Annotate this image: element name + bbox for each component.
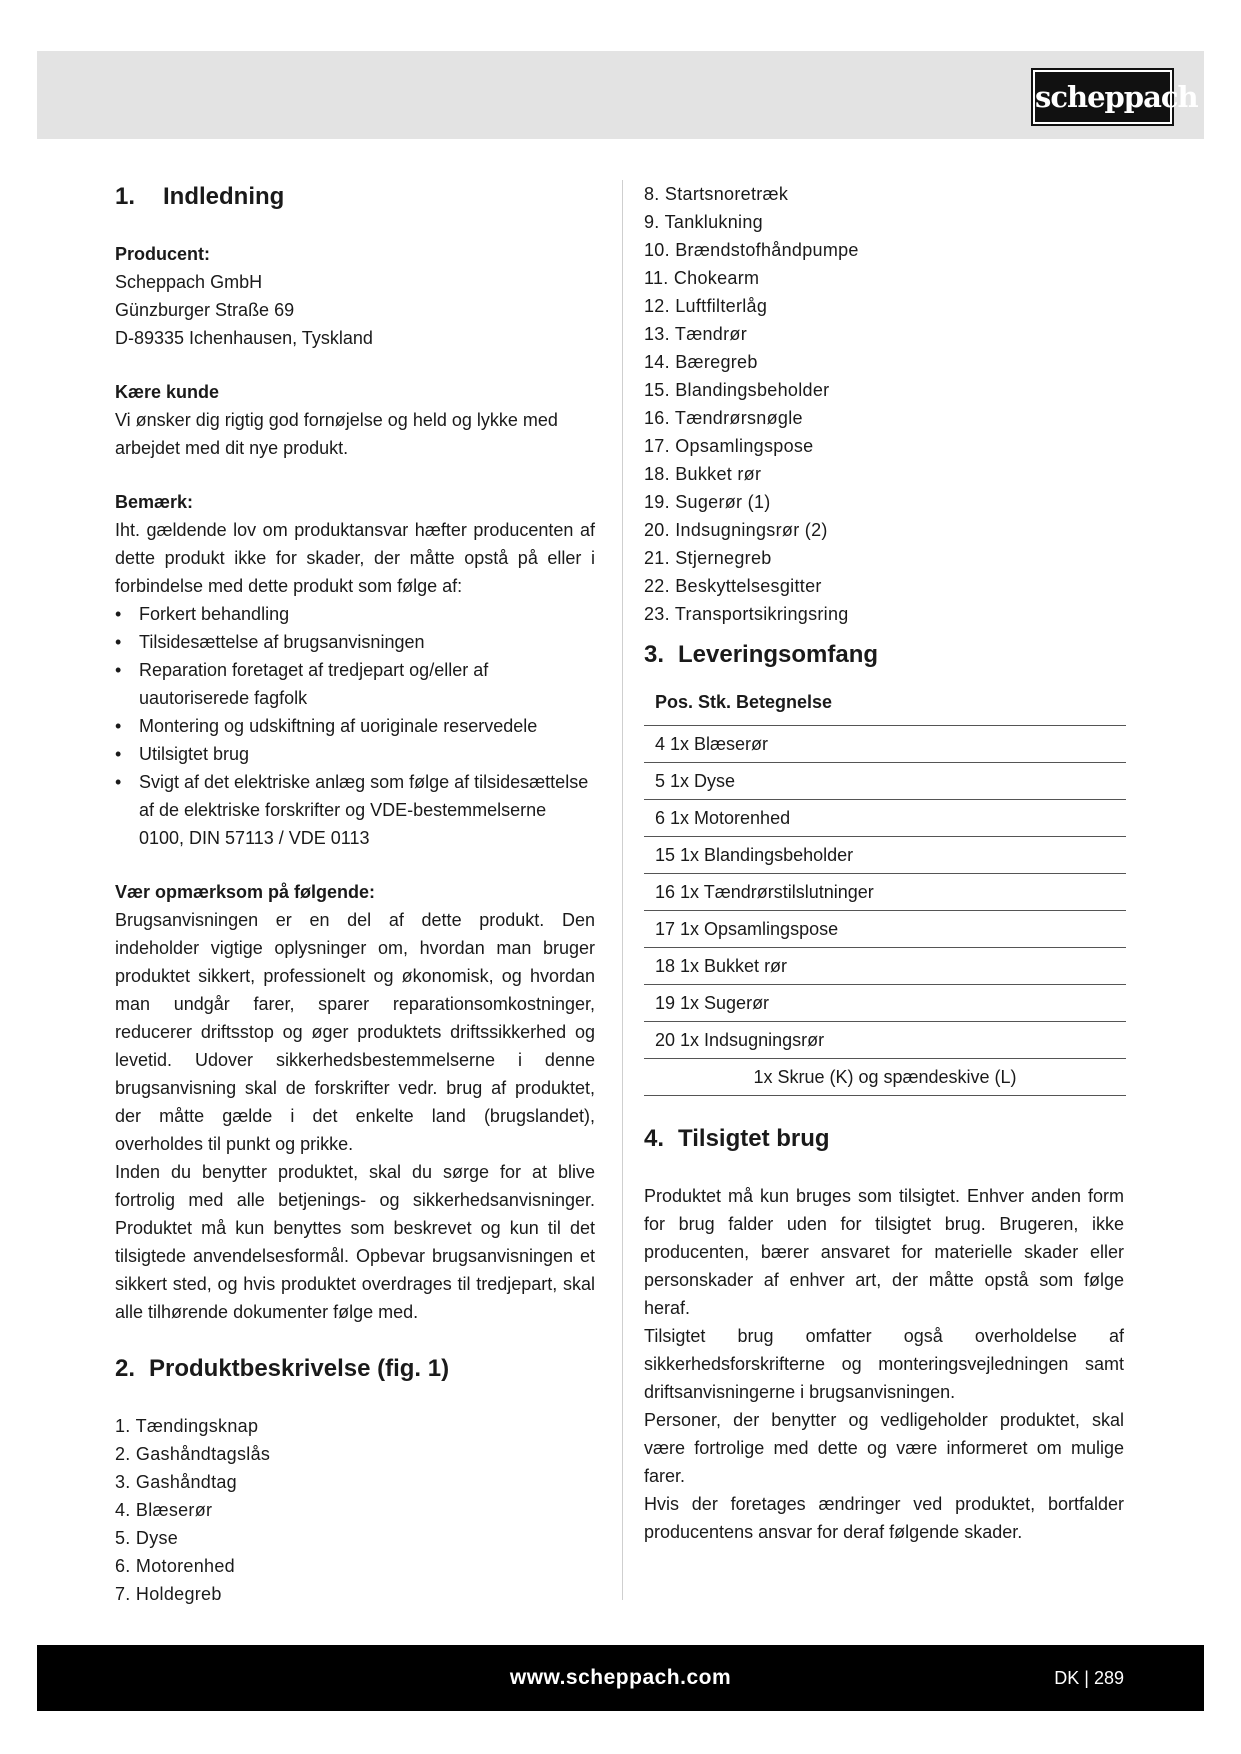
part-item: 2. Gashåndtagslås — [115, 1444, 271, 1464]
part-item: 15. Blandingsbeholder — [644, 380, 830, 400]
bullet-item: • Reparation foretaget af tredjepart og/eller af uautoriserede fagfolk — [115, 656, 595, 712]
right-column — [644, 180, 1124, 1546]
bullet-item: • Forkert behandling — [115, 600, 595, 628]
table-cell: 15 1x Blandingsbeholder — [644, 837, 1126, 874]
producer-line: D-89335 Ichenhausen, Tyskland — [115, 328, 373, 348]
table-row — [644, 948, 1126, 985]
footer-bar — [37, 1645, 1204, 1711]
producer-heading: Producent: — [115, 244, 211, 264]
table-row — [644, 911, 1126, 948]
part-item: 1. Tændingsknap — [115, 1416, 259, 1436]
part-item: 12. Luftfilterlåg — [644, 296, 768, 316]
brand-logo: scheppach — [1033, 70, 1172, 124]
section-2-heading — [115, 1352, 595, 1386]
column-divider — [622, 180, 623, 1600]
part-item: 8. Startsnoretræk — [644, 184, 789, 204]
part-item: 4. Blæserør — [115, 1500, 213, 1520]
footer-url: www.scheppach.com — [509, 1666, 732, 1689]
part-item: 21. Stjernegreb — [644, 548, 772, 568]
table-row — [644, 985, 1126, 1022]
table-cell: 6 1x Motorenhed — [644, 800, 1126, 837]
table-row — [644, 800, 1126, 837]
intended-use-paragraph: Personer, der benytter og vedligeholder produktet, skal være fortrolige med dette og være informeret om mulige farer. — [644, 1410, 1124, 1486]
attention-heading: Vær opmærksom på følgende: — [115, 882, 376, 902]
delivery-scope-table — [644, 682, 1126, 1096]
section-3-title: Leveringsomfang — [678, 641, 879, 668]
table-cell: 1x Skrue (K) og spændeskive (L) — [644, 1059, 1126, 1096]
table-cell: 19 1x Sugerør — [644, 985, 1126, 1022]
section-1-title: Indledning — [163, 183, 285, 210]
section-2-number: 2. — [115, 1355, 136, 1382]
part-item: 14. Bæregreb — [644, 352, 758, 372]
part-item: 20. Indsugningsrør (2) — [644, 520, 828, 540]
part-item: 22. Beskyttelsesgitter — [644, 576, 822, 596]
section-3-heading — [644, 638, 1124, 672]
table-cell: 5 1x Dyse — [644, 763, 1126, 800]
part-item: 11. Chokearm — [644, 268, 760, 288]
table-cell: 20 1x Indsugningsrør — [644, 1022, 1126, 1059]
table-row — [644, 837, 1126, 874]
part-item: 16. Tændrørsnøgle — [644, 408, 803, 428]
attention-paragraph: Brugsanvisningen er en del af dette produkt. Den indeholder vigtige oplysninger om, hvordan man bruger produktet sikkert, professionelt og økonomisk, og hvordan man undgår farer, sparer reparationsomkostninger, reducerer driftsstop og øger produktets driftssikkerhed og levetid. Udover sikkerhedsbestemmelserne i denne brugsanvisning skal de forskrifter vedr. brug af produktet, der måtte gælde i det enkelte land (brugslandet), overholdes til punkt og prikke. — [115, 910, 595, 1154]
part-item: 19. Sugerør (1) — [644, 492, 771, 512]
section-1-number: 1. — [115, 183, 136, 210]
part-item: 6. Motorenhed — [115, 1556, 235, 1576]
section-2-title: Produktbeskrivelse (fig. 1) — [149, 1355, 450, 1382]
bullet-item: • Tilsidesættelse af brugsanvisningen — [115, 628, 595, 656]
dear-customer-heading: Kære kunde — [115, 382, 220, 402]
part-item: 9. Tanklukning — [644, 212, 763, 232]
producer-line: Günzburger Straße 69 — [115, 300, 295, 320]
attention-paragraph: Inden du benytter produktet, skal du sørge for at blive fortrolig med alle betjenings- og sikkerhedsanvisninger. Produktet må kun benyttes som beskrevet og kun til det tilsigtede anvendelsesformål. Opbevar brugsanvisningen et sikkert sted, og hvis produktet overdrages til tredjepart, skal alle tilhørende dokumenter følge med. — [115, 1162, 595, 1322]
page-number: DK | 289 — [1054, 1668, 1124, 1688]
section-1-heading — [115, 180, 595, 214]
part-item: 18. Bukket rør — [644, 464, 762, 484]
header-band — [37, 51, 1204, 139]
intended-use-paragraph: Tilsigtet brug omfatter også overholdelse af sikkerhedsforskrifterne og monteringsvejledningen samt driftsanvisningerne i brugsanvisningen. — [644, 1326, 1124, 1402]
table-cell: 18 1x Bukket rør — [644, 948, 1126, 985]
bullet-item: • Utilsigtet brug — [115, 740, 595, 768]
table-cell: 4 1x Blæserør — [644, 726, 1126, 763]
table-row — [644, 1022, 1126, 1059]
product-parts-list-continued — [644, 180, 1124, 628]
section-4-number: 4. — [644, 1125, 665, 1152]
table-row — [644, 726, 1126, 763]
dear-customer-text: Vi ønsker dig rigtig god fornøjelse og held og lykke med arbejdet med dit nye produkt. — [115, 410, 558, 458]
section-4-heading — [644, 1122, 1124, 1156]
table-header: Pos. Stk. Betegnelse — [644, 682, 1126, 726]
part-item: 3. Gashåndtag — [115, 1472, 237, 1492]
product-parts-list — [115, 1412, 595, 1608]
left-column — [115, 180, 595, 1608]
section-4-title: Tilsigtet brug — [678, 1125, 830, 1152]
note-text: Iht. gældende lov om produktansvar hæfter producenten af dette produkt ikke for skader, der måtte opstå på eller i forbindelse med dette produkt som følge af: — [115, 520, 595, 596]
part-item: 10. Brændstofhåndpumpe — [644, 240, 859, 260]
part-item: 7. Holdegreb — [115, 1584, 222, 1604]
part-item: 23. Transportsikringsring — [644, 604, 849, 624]
table-cell: 16 1x Tændrørstilslutninger — [644, 874, 1126, 911]
section-3-number: 3. — [644, 641, 665, 668]
note-heading: Bemærk: — [115, 492, 194, 512]
intended-use-paragraph: Hvis der foretages ændringer ved produktet, bortfalder producentens ansvar for deraf følgende skader. — [644, 1494, 1124, 1542]
table-row — [644, 1059, 1126, 1096]
table-row — [644, 874, 1126, 911]
part-item: 17. Opsamlingspose — [644, 436, 814, 456]
intended-use-paragraph: Produktet må kun bruges som tilsigtet. Enhver anden form for brug falder uden for tilsigtet brug. Brugeren, ikke producenten, bærer ansvaret for materielle skader eller personskader af enhver art, der måtte opstå som følge heraf. — [644, 1186, 1124, 1318]
part-item: 5. Dyse — [115, 1528, 179, 1548]
table-row — [644, 763, 1126, 800]
producer-line: Scheppach GmbH — [115, 272, 263, 292]
part-item: 13. Tændrør — [644, 324, 748, 344]
bullet-item: • Montering og udskiftning af uoriginale reservedele — [115, 712, 595, 740]
table-cell: 17 1x Opsamlingspose — [644, 911, 1126, 948]
liability-bullet-list — [115, 600, 595, 852]
bullet-item: • Svigt af det elektriske anlæg som følge af tilsidesættelse af de elektriske forskrifter og VDE-bestemmelserne 0100, DIN 57113 / VDE 0113 — [115, 768, 595, 852]
